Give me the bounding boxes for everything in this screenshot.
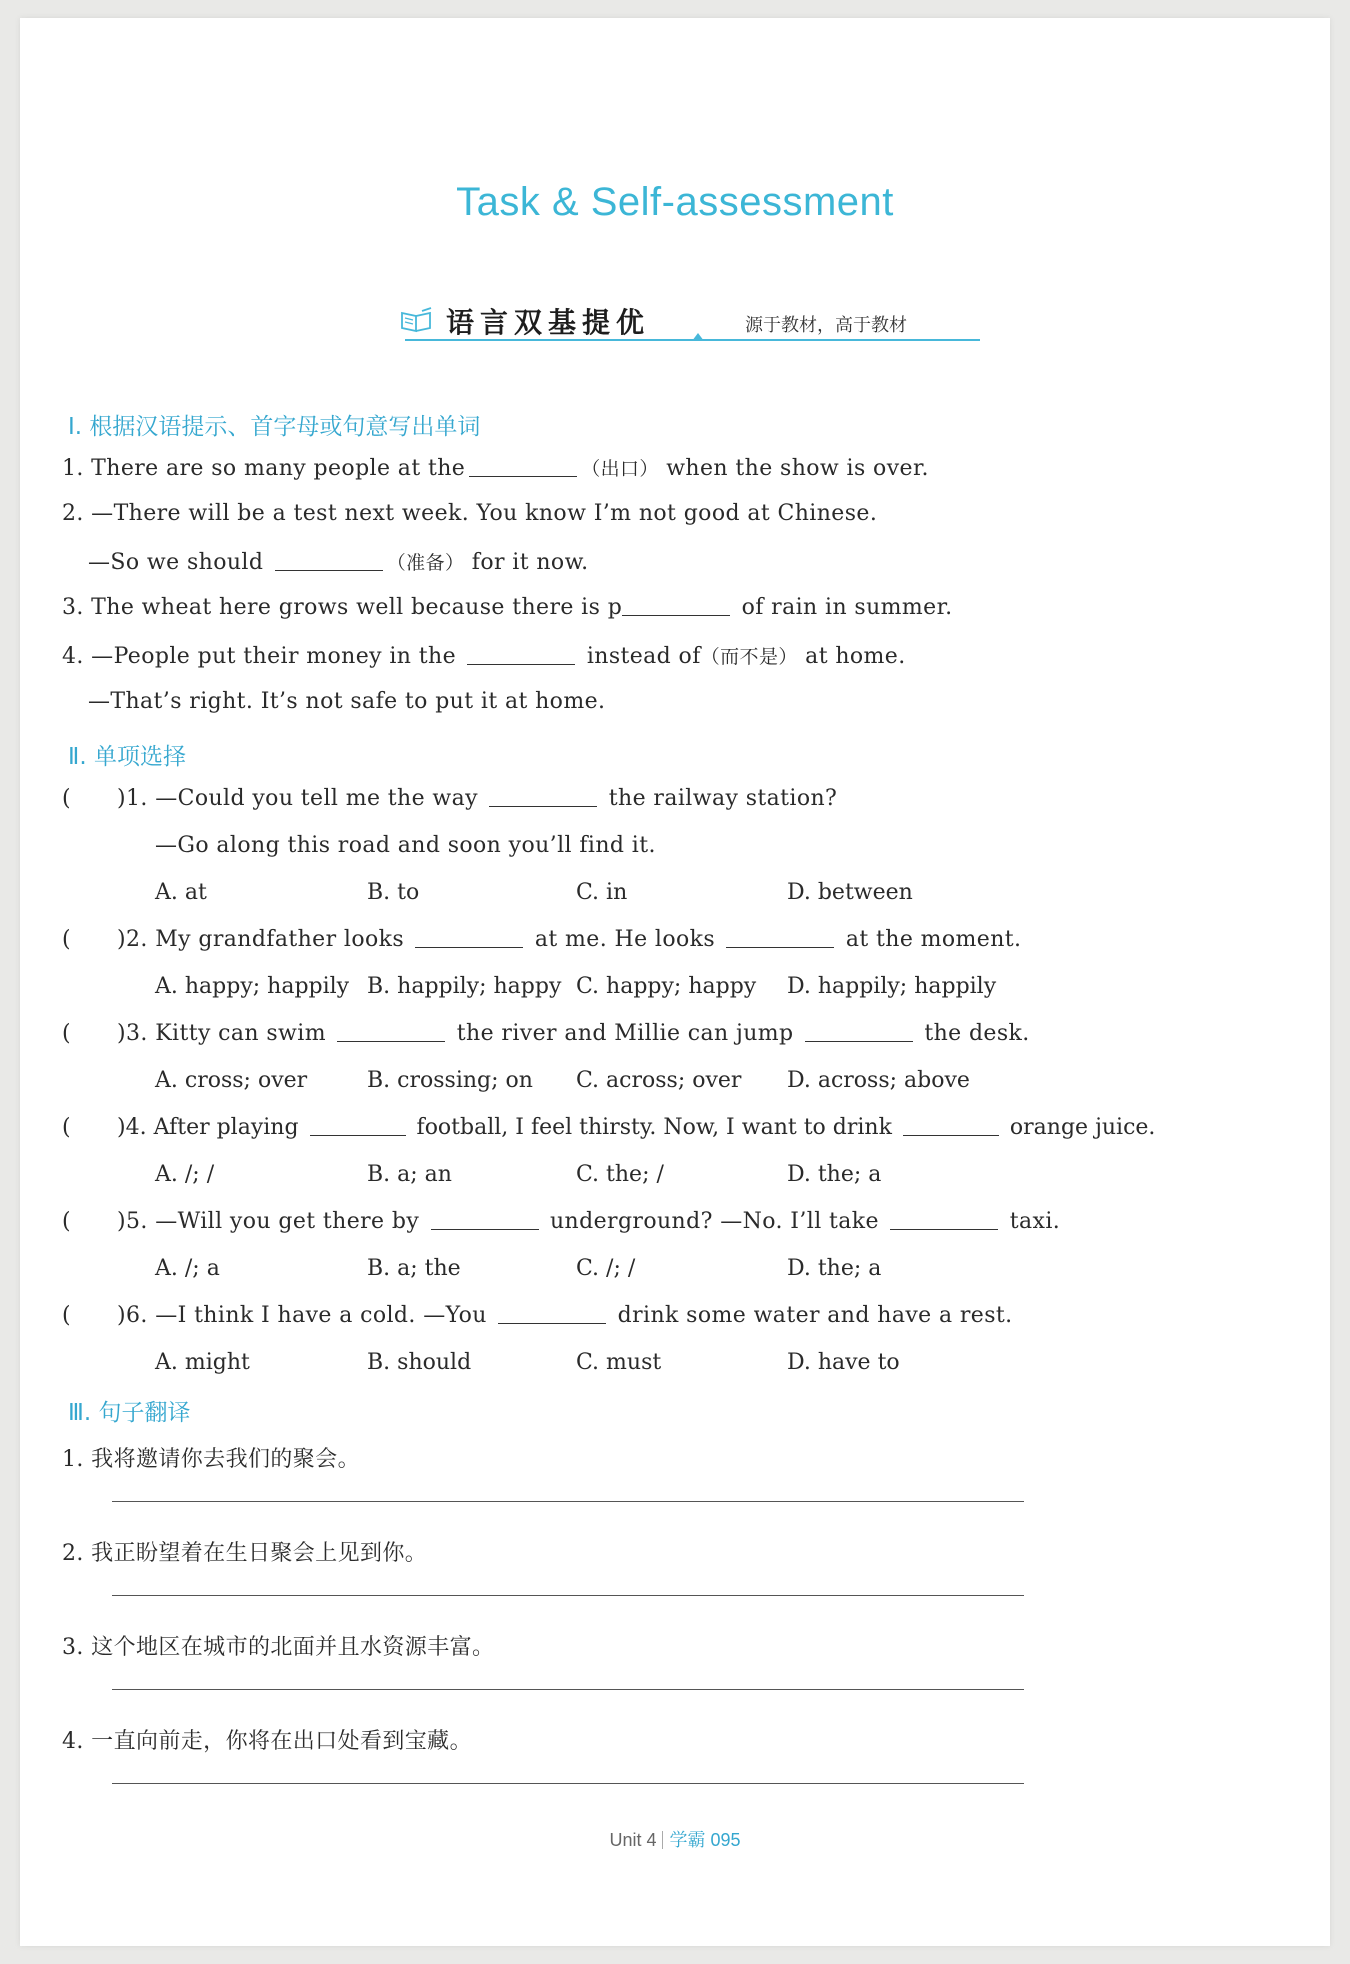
option-c[interactable]: C. the; / (576, 1162, 664, 1187)
option-d[interactable]: D. the; a (787, 1162, 882, 1187)
footer-divider (662, 1831, 663, 1849)
option-a[interactable]: A. at (155, 880, 207, 905)
answer-blank[interactable] (467, 663, 575, 665)
q-num: )1. (117, 786, 148, 811)
q-num: )6. (117, 1303, 148, 1328)
q-num: )2. (117, 927, 148, 952)
q-text: My grandfather looks (155, 927, 405, 952)
section-1-heading: Ⅰ. 根据汉语提示、首字母或句意写出单词 (68, 414, 481, 440)
q-text: at the moment. (845, 927, 1022, 952)
q-text: 3. The wheat here grows well because there is p (62, 595, 623, 620)
answer-line[interactable] (112, 1595, 1024, 1596)
question-1-4a (62, 642, 906, 669)
mc-question-5 (117, 1209, 1060, 1234)
option-d[interactable]: D. the; a (787, 1256, 882, 1281)
q-text: —So we should (88, 550, 264, 575)
worksheet-page (20, 18, 1330, 1946)
question-1-4b: —That’s right. It’s not safe to put it at home. (88, 689, 606, 714)
question-1-1 (62, 454, 929, 481)
answer-blank[interactable] (890, 1228, 998, 1230)
option-d[interactable]: D. have to (787, 1350, 900, 1375)
option-a[interactable]: A. /; / (155, 1162, 215, 1187)
answer-blank[interactable] (903, 1134, 999, 1136)
q-text: instead of (586, 644, 701, 669)
answer-paren[interactable]: ( (62, 1115, 71, 1140)
translation-4: 4. 一直向前走，你将在出口处看到宝藏。 (62, 1729, 472, 1754)
q-text: drink some water and have a rest. (617, 1303, 1013, 1328)
question-1-3 (62, 595, 953, 620)
answer-line[interactable] (112, 1501, 1024, 1502)
option-d[interactable]: D. across; above (787, 1068, 970, 1093)
q-text: orange juice. (1009, 1115, 1156, 1140)
answer-paren[interactable]: ( (62, 786, 71, 811)
section-3-heading: Ⅲ. 句子翻译 (68, 1400, 191, 1426)
section-2-heading: Ⅱ. 单项选择 (68, 744, 186, 770)
option-c[interactable]: C. across; over (576, 1068, 742, 1093)
option-d[interactable]: D. between (787, 880, 913, 905)
mc-question-2 (117, 927, 1021, 952)
option-a[interactable]: A. might (155, 1350, 250, 1375)
hint: （出口） (581, 458, 659, 480)
banner-triangle-icon (692, 333, 704, 341)
answer-blank[interactable] (805, 1040, 913, 1042)
option-c[interactable]: C. in (576, 880, 628, 905)
page-title: Task & Self-assessment (456, 180, 894, 224)
footer-brand: 学霸 (669, 1830, 706, 1851)
option-b[interactable]: B. a; an (367, 1162, 452, 1187)
option-a[interactable]: A. /; a (155, 1256, 220, 1281)
q-text: football, I feel thirsty. Now, I want to drink (416, 1115, 892, 1140)
translation-3: 3. 这个地区在城市的北面并且水资源丰富。 (62, 1635, 495, 1660)
page-footer (20, 1826, 1330, 1852)
q-text: 1. There are so many people at the (62, 456, 466, 481)
answer-paren[interactable]: ( (62, 1303, 71, 1328)
option-c[interactable]: C. happy; happy (576, 974, 757, 999)
q-num: )5. (117, 1209, 148, 1234)
option-c[interactable]: C. must (576, 1350, 662, 1375)
page-number: 095 (710, 1830, 741, 1850)
answer-blank[interactable] (498, 1322, 606, 1324)
book-icon (400, 307, 434, 333)
hint: （而不是） (700, 646, 798, 668)
mc-question-6 (117, 1303, 1013, 1328)
mc-question-1 (117, 786, 837, 811)
option-c[interactable]: C. /; / (576, 1256, 636, 1281)
answer-blank[interactable] (726, 946, 834, 948)
question-1-2b (88, 548, 589, 575)
option-a[interactable]: A. happy; happily (155, 974, 350, 999)
answer-blank[interactable] (431, 1228, 539, 1230)
q-text: at me. He looks (534, 927, 716, 952)
q-text: underground? —No. I’ll take (549, 1209, 879, 1234)
banner-title: 语言双基提优 (446, 306, 651, 339)
q-text: the desk. (924, 1021, 1030, 1046)
banner-subtitle: 源于教材，高于教材 (745, 315, 907, 336)
q-text: of rain in summer. (741, 595, 953, 620)
option-b[interactable]: B. to (367, 880, 420, 905)
option-b[interactable]: B. happily; happy (367, 974, 562, 999)
option-a[interactable]: A. cross; over (155, 1068, 308, 1093)
answer-paren[interactable]: ( (62, 1209, 71, 1234)
answer-blank[interactable] (415, 946, 523, 948)
q-text: After playing (153, 1115, 299, 1140)
answer-blank[interactable] (489, 805, 597, 807)
option-b[interactable]: B. crossing; on (367, 1068, 533, 1093)
mc-question-1-line2: —Go along this road and soon you’ll find it. (155, 833, 656, 858)
q-text: —Will you get there by (155, 1209, 420, 1234)
answer-blank[interactable] (275, 569, 383, 571)
translation-2: 2. 我正盼望着在生日聚会上见到你。 (62, 1541, 428, 1566)
answer-paren[interactable]: ( (62, 1021, 71, 1046)
q-text: the railway station? (608, 786, 838, 811)
q-text: taxi. (1009, 1209, 1061, 1234)
section-banner (380, 293, 980, 349)
translation-1: 1. 我将邀请你去我们的聚会。 (62, 1447, 360, 1472)
q-text: —Could you tell me the way (155, 786, 478, 811)
q-text: the river and Millie can jump (456, 1021, 794, 1046)
mc-question-3 (117, 1021, 1030, 1046)
answer-paren[interactable]: ( (62, 927, 71, 952)
option-d[interactable]: D. happily; happily (787, 974, 997, 999)
answer-line[interactable] (112, 1783, 1024, 1784)
q-text: —I think I have a cold. —You (155, 1303, 487, 1328)
q-text: 4. —People put their money in the (62, 644, 456, 669)
q-num: )3. (117, 1021, 148, 1046)
answer-blank[interactable] (469, 475, 577, 477)
q-text: at home. (805, 644, 906, 669)
answer-blank[interactable] (337, 1040, 445, 1042)
mc-question-4 (117, 1115, 1155, 1140)
q-text: when the show is over. (666, 456, 929, 481)
q-text: Kitty can swim (155, 1021, 326, 1046)
option-b[interactable]: B. should (367, 1350, 472, 1375)
q-num: )4. (117, 1115, 147, 1140)
hint: （准备） (386, 552, 465, 574)
footer-unit: Unit 4 (609, 1830, 657, 1850)
answer-blank[interactable] (310, 1134, 406, 1136)
option-b[interactable]: B. a; the (367, 1256, 461, 1281)
answer-blank[interactable] (622, 614, 730, 616)
q-text: for it now. (471, 550, 589, 575)
question-1-2a: 2. —There will be a test next week. You know I’m not good at Chinese. (62, 501, 878, 526)
answer-line[interactable] (112, 1689, 1024, 1690)
